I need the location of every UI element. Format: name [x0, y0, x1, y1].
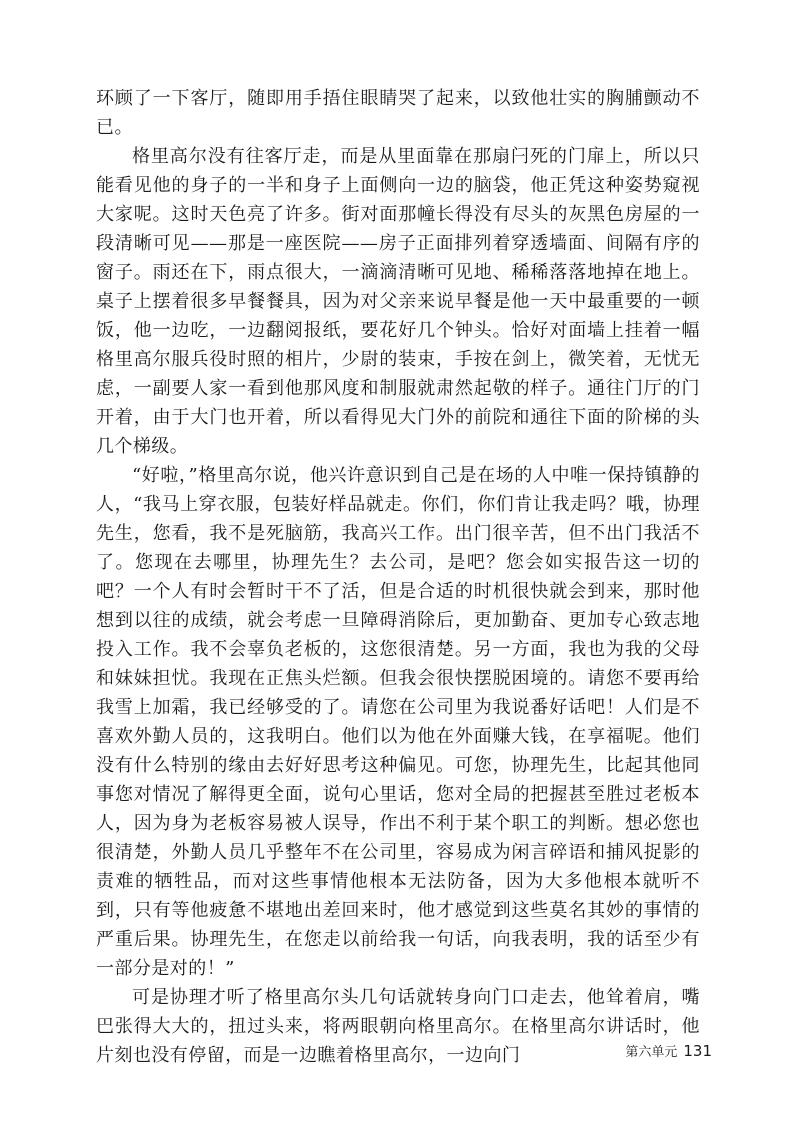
paragraph-description: 格里高尔没有往客厅走，而是从里面靠在那扇闩死的门扉上，所以只能看见他的身子的一半和身子上面侧向一边的脑袋，他正凭这种姿势窥视大家呢。这时天色亮了许多。街对面那幢长得没有尽头的灰黑色房屋的一段清晰可见——那是一座医院——房子正面排列着穿透墙面、间隔有序的窗子。雨还在下，雨点很大，一滴滴清晰可见地、稀稀落落地掉在地上。桌子上摆着很多早餐餐具，因为对父亲来说早餐是他一天中最重要的一顿饭，他一边吃，一边翻阅报纸，要花好几个钟头。恰好对面墙上挂着一幅格里高尔服兵役时照的相片，少尉的装束，手按在剑上，微笑着，无忧无虑，一副要人家一看到他那风度和制服就肃然起敬的样子。通往门厅的门开着，由于大门也开着，所以看得见大门外的前院和通往下面的阶梯的头几个梯级。	[96, 146, 700, 457]
page-footer	[625, 1041, 712, 1060]
page-number: 131	[683, 1042, 712, 1060]
page-body	[96, 84, 700, 1070]
paragraph-closing: 可是协理才听了格里高尔头几句话就转身向门口走去，他耸着肩，嘴巴张得大大的，扭过头来，将两眼朝向格里高尔。在格里高尔讲话时，他片刻也没有停留，而是一边瞧着格里高尔，一边向门	[96, 987, 700, 1066]
paragraph-continuation: 环顾了一下客厅，随即用手捂住眼睛哭了起来，以致他壮实的胸脯颤动不已。	[96, 88, 700, 138]
paragraph-speech: “好啦，”格里高尔说，他兴许意识到自己是在场的人中唯一保持镇静的人，“我马上穿衣服，包装好样品就走。你们，你们肯让我走吗？哦，协理先生，您看，我不是死脑筋，我高兴工作。出门很辛苦，但不出门我活不了。您现在去哪里，协理先生？去公司，是吧？您会如实报告这一切的吧？一个人有时会暂时干不了活，但是合适的时机很快就会到来，那时他想到以往的成绩，就会考虑一旦障碍消除后，更加勤奋、更加专心致志地投入工作。我不会辜负老板的，这您很清楚。另一方面，我也为我的父母和妹妹担忧。我现在正焦头烂额。但我会很快摆脱困境的。请您不要再给我雪上加霜，我已经够受的了。请您在公司里为我说番好话吧！人们是不喜欢外勤人员的，这我明白。他们以为他在外面赚大钱，在享福呢。他们没有什么特别的缘由去好好思考这种偏见。可您，协理先生，比起其他同事您对情况了解得更全面，说句心里话，您对全局的把握甚至胜过老板本人，因为身为老板容易被人误导，作出不利于某个职工的判断。想必您也很清楚，外勤人员几乎整年不在公司里，容易成为闲言碎语和捕风捉影的责难的牺牲品，而对这些事情他根本无法防备，因为大多他根本就听不到，只有等他疲惫不堪地出差回来时，他才感觉到这些莫名其妙的事情的严重后果。协理先生，在您走以前给我一句话，向我表明，我的话至少有一部分是对的！”	[96, 465, 700, 979]
unit-label: 第六单元	[625, 1045, 678, 1060]
